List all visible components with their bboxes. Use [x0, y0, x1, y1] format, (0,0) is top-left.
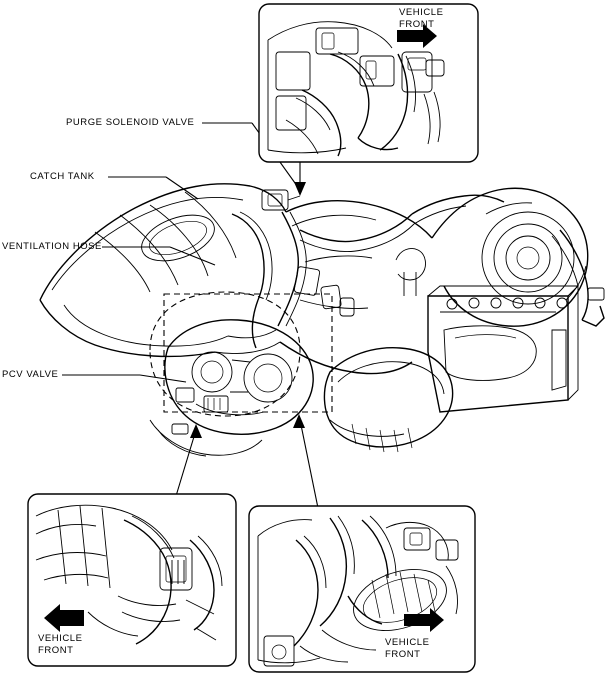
label-catch-tank: CATCH TANK	[30, 171, 95, 182]
vehicle-front-bottom-right-line2: FRONT	[385, 649, 421, 660]
engine-assembly-main	[40, 184, 604, 456]
vehicle-front-top-line2: FRONT	[399, 19, 435, 30]
label-pcv-valve: PCV VALVE	[2, 369, 59, 380]
vehicle-front-bottom-left-line1: VEHICLE	[38, 633, 83, 644]
vehicle-front-bottom-right-line1: VEHICLE	[385, 637, 430, 648]
vehicle-front-top-line1: VEHICLE	[399, 7, 444, 18]
detail-panel-top-artwork	[259, 4, 478, 162]
detail-panel-bottom-right-artwork	[249, 506, 475, 672]
label-purge-solenoid-valve: PURGE SOLENOID VALVE	[66, 117, 195, 128]
callout-leaders	[62, 123, 318, 508]
vehicle-front-bottom-left-line2: FRONT	[38, 645, 74, 656]
label-ventilation-hose: VENTILATION HOSE	[2, 241, 102, 252]
